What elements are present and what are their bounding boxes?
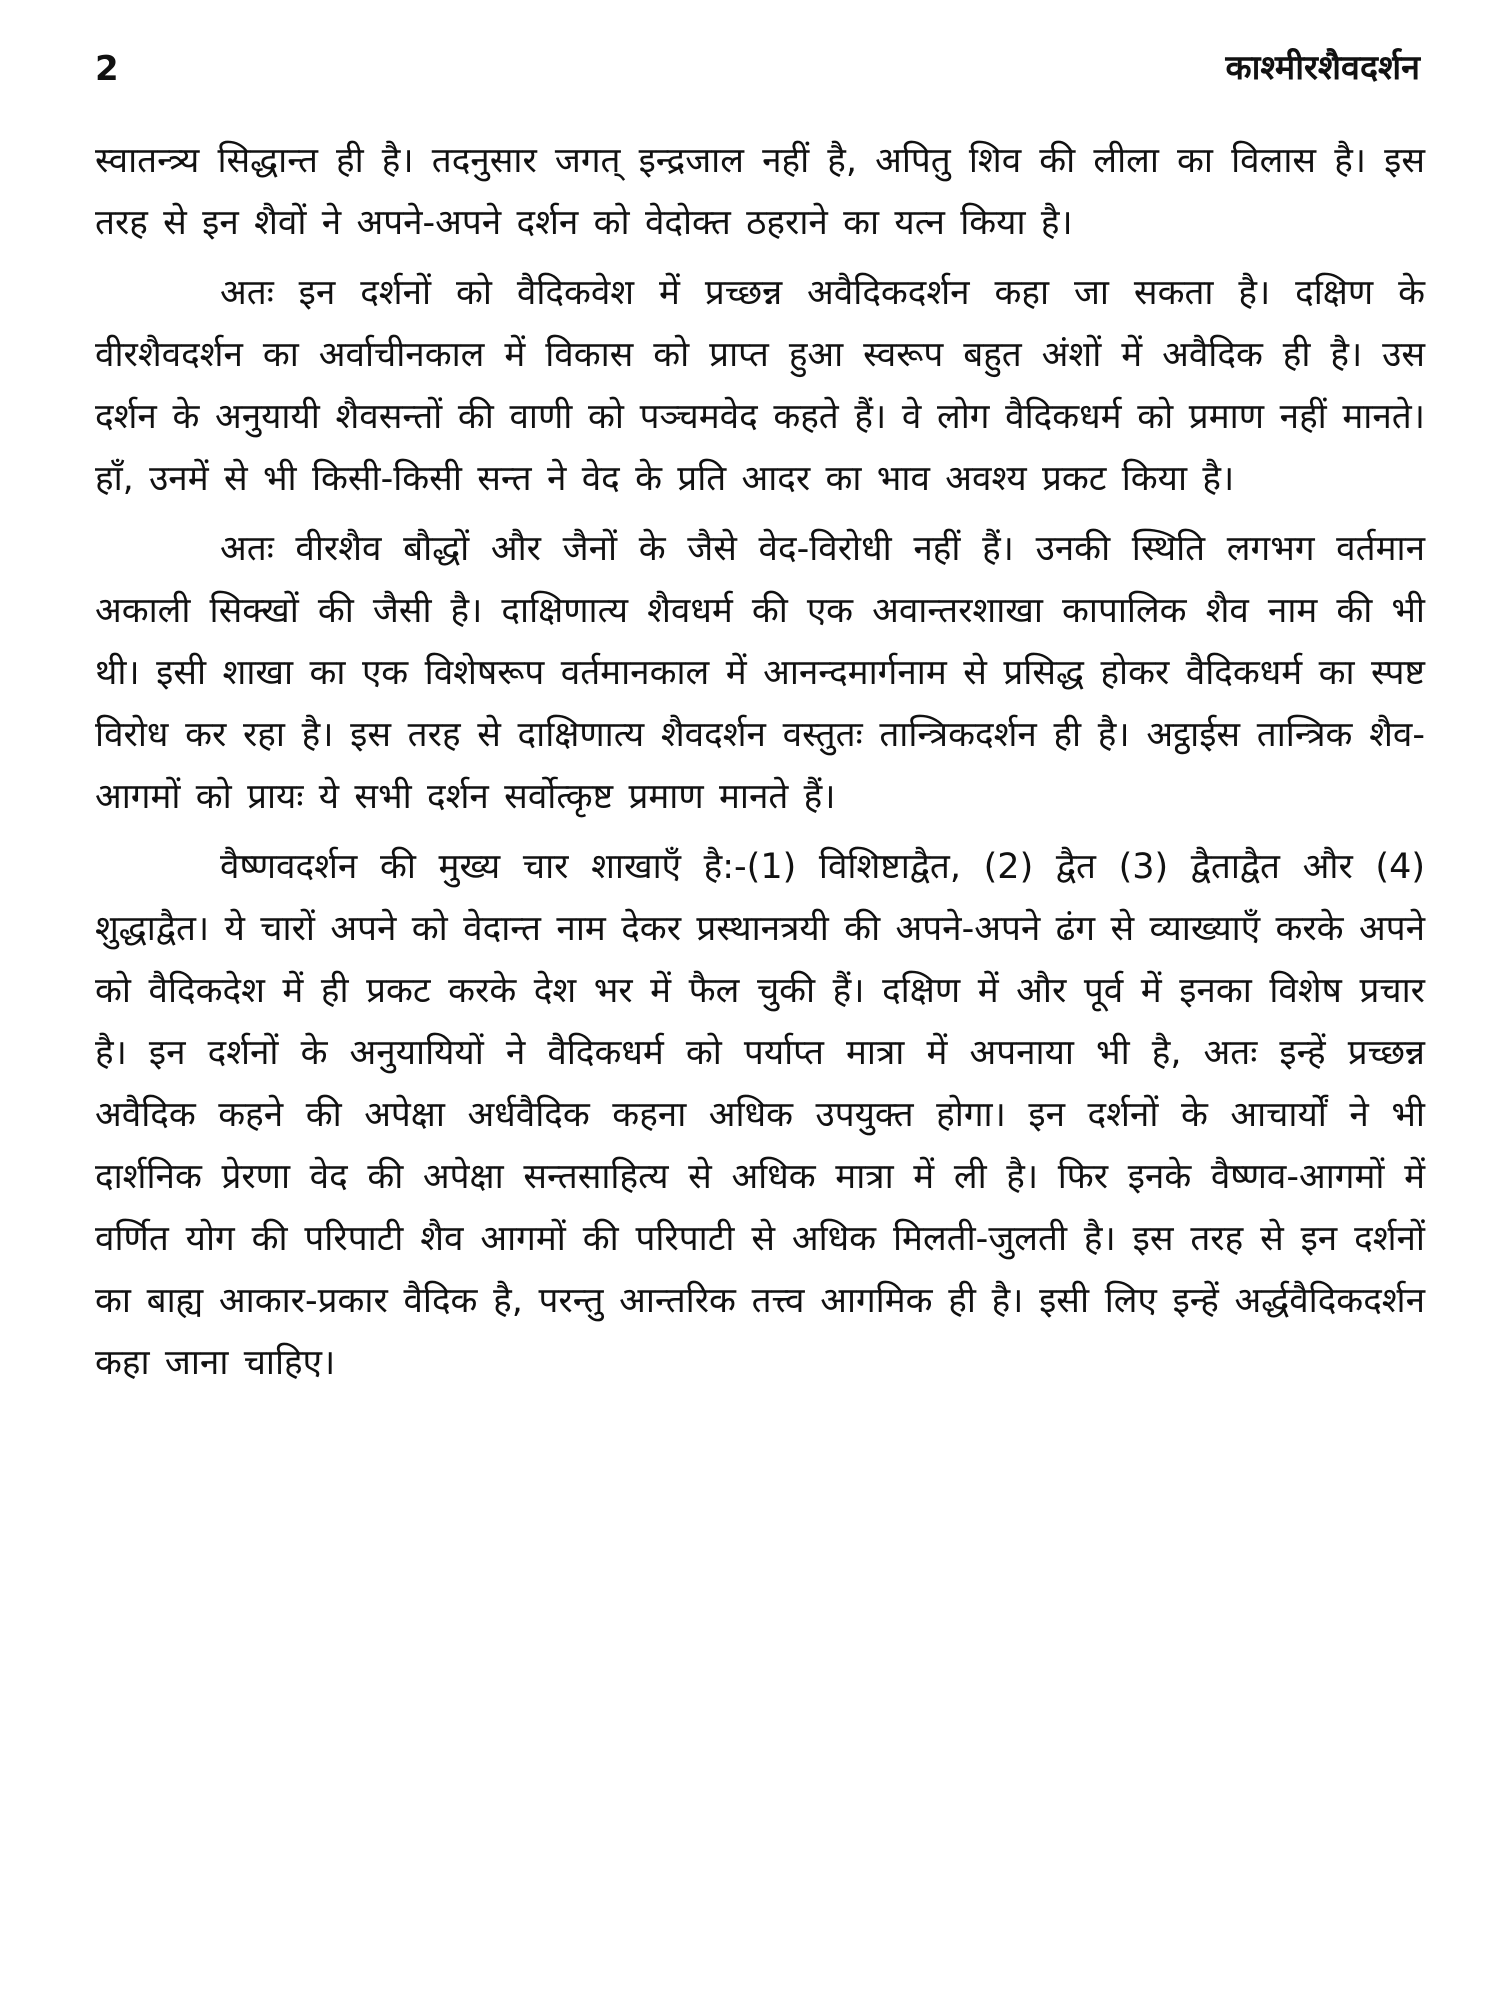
body-text	[95, 130, 1425, 1402]
paragraph-4: वैष्णवदर्शन की मुख्य चार शाखाएँ है:-(1) विशिष्टाद्वैत, (2) द्वैत (3) द्वैताद्वैत और (4) शुद्धाद्वैत। ये चारों अपने को वेदान्त नाम देकर प्रस्थानत्रयी की अपने-अपने ढंग से व्याख्याएँ करके अपने को वैदिकदेश में ही प्रकट करके देश भर में फैल चुकी हैं। दक्षिण में और पूर्व में इनका विशेष प्रचार है। इन दर्शनों के अनुयायियों ने वैदिकधर्म को पर्याप्त मात्रा में अपनाया भी है, अतः इन्हें प्रच्छन्न अवैदिक कहने की अपेक्षा अर्धवैदिक कहना अधिक उपयुक्त होगा। इन दर्शनों के आचार्यों ने भी दार्शनिक प्रेरणा वेद की अपेक्षा सन्तसाहित्य से अधिक मात्रा में ली है। फिर इनके वैष्णव-आगमों में वर्णित योग की परिपाटी शैव आगमों की परिपाटी से अधिक मिलती-जुलती है। इस तरह से इन दर्शनों का बाह्य आकार-प्रकार वैदिक है, परन्तु आन्तरिक तत्त्व आगमिक ही है। इसी लिए इन्हें अर्द्धवैदिकदर्शन कहा जाना चाहिए।	[95, 847, 1425, 1383]
page-number: 2	[95, 49, 119, 89]
paragraph-2: अतः इन दर्शनों को वैदिकवेश में प्रच्छन्न अवैदिकदर्शन कहा जा सकता है। दक्षिण के वीरशैवदर्शन का अर्वाचीनकाल में विकास को प्राप्त हुआ स्वरूप बहुत अंशों में अवैदिक ही है। उस दर्शन के अनुयायी शैवसन्तों की वाणी को पञ्चमवेद कहते हैं। वे लोग वैदिकधर्म को प्रमाण नहीं मानते। हाँ, उनमें से भी किसी-किसी सन्त ने वेद के प्रति आदर का भाव अवश्य प्रकट किया है।	[95, 273, 1425, 499]
paragraph-3: अतः वीरशैव बौद्धों और जैनों के जैसे वेद-विरोधी नहीं हैं। उनकी स्थिति लगभग वर्तमान अकाली सिक्खों की जैसी है। दाक्षिणात्य शैवधर्म की एक अवान्तरशाखा कापालिक शैव नाम की भी थी। इसी शाखा का एक विशेषरूप वर्तमानकाल में आनन्दमार्गनाम से प्रसिद्ध होकर वैदिकधर्म का स्पष्ट विरोध कर रहा है। इस तरह से दाक्षिणात्य शैवदर्शन वस्तुतः तान्त्रिकदर्शन ही है। अट्ठाईस तान्त्रिक शैव-आगमों को प्रायः ये सभी दर्शन सर्वोत्कृष्ट प्रमाण मानते हैं।	[95, 529, 1425, 817]
paragraph-1: स्वातन्त्र्य सिद्धान्त ही है। तदनुसार जगत् इन्द्रजाल नहीं है, अपितु शिव की लीला का विलास है। इस तरह से इन शैवों ने अपने-अपने दर्शन को वेदोक्त ठहराने का यत्न किया है।	[95, 141, 1425, 243]
running-head-title: काश्मीरशैवदर्शन	[1225, 48, 1420, 88]
